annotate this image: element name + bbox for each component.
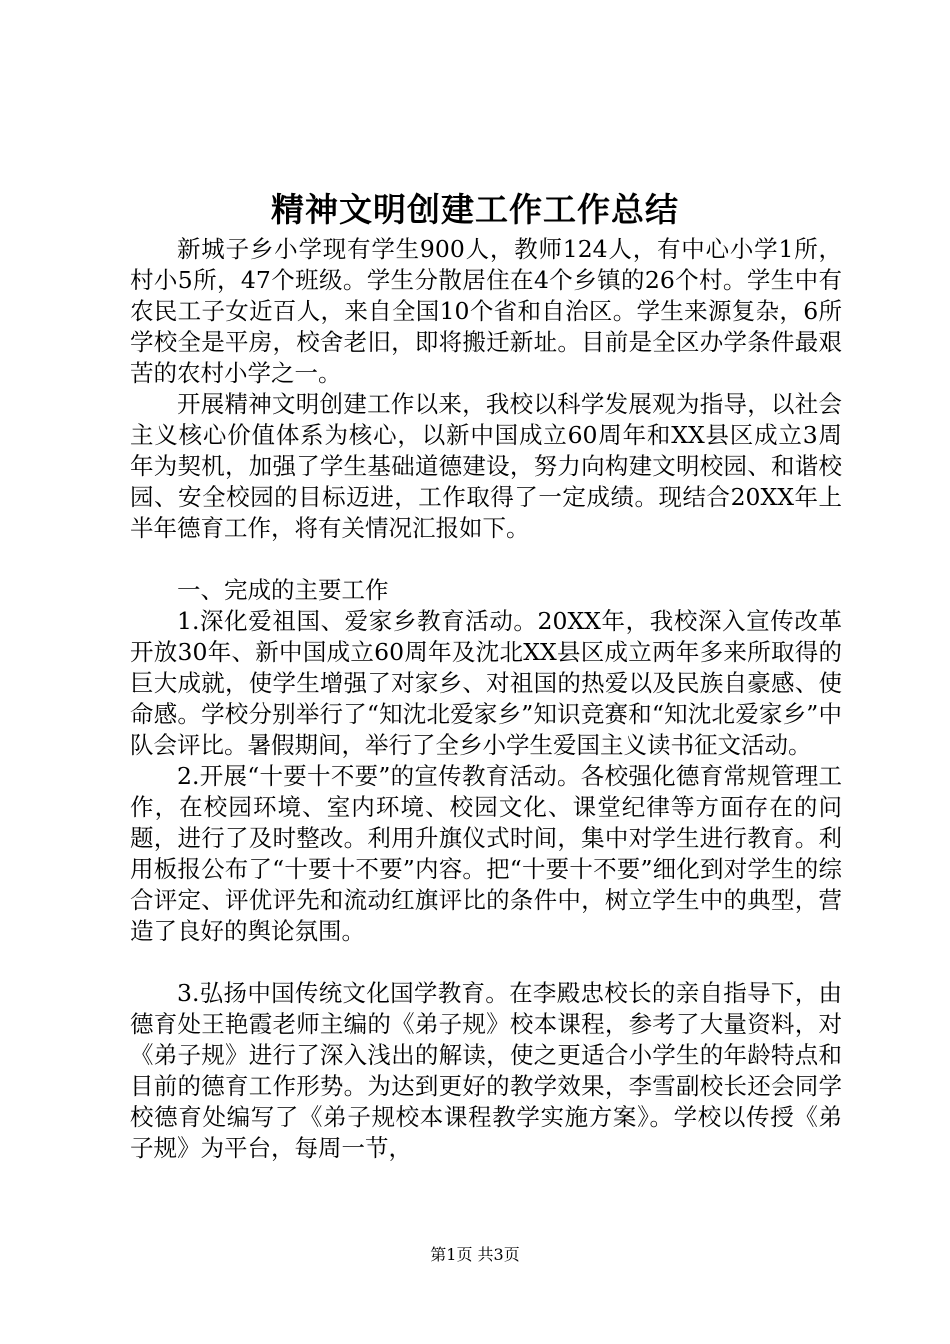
paragraph-item-1: 1.深化爱祖国、爱家乡教育活动。20XX年，我校深入宣传改革开放30年、新中国成立60周年及沈北XX县区成立两年多来所取得的巨大成就，使学生增强了对家乡、对祖国的热爱以及民族自豪感、使命感。学校分别举行了“知沈北爱家乡”知识竞赛和“知沈北爱家乡”中队会评比。暑假期间，举行了全乡小学生爱国主义读书征文活动。 [130, 607, 842, 759]
document-title: 精神文明创建工作工作总结 [271, 190, 679, 229]
paragraph-item-3: 3.弘扬中国传统文化国学教育。在李殿忠校长的亲自指导下，由德育处王艳霞老师主编的《弟子规》校本课程，参考了大量资料，对《弟子规》进行了深入浅出的解读，使之更适合小学生的年龄特点和目前的德育工作形势。为达到更好的教学效果，李雪副校长还会同学校德育处编写了《弟子规校本课程教学实施方案》。学校以传授《弟子规》为平台，每周一节， [130, 979, 842, 1162]
page-footer: 第1页 共3页 [430, 1245, 520, 1264]
paragraph-item-2: 2.开展“十要十不要”的宣传教育活动。各校强化德育常规管理工作，在校园环境、室内环境、校园文化、课堂纪律等方面存在的问题，进行了及时整改。利用升旗仪式时间，集中对学生进行教育。利用板报公布了“十要十不要”内容。把“十要十不要”细化到对学生的综合评定、评优评先和流动红旗评比的条件中，树立学生中的典型，营造了良好的舆论氛围。 [130, 762, 842, 945]
document-body [130, 234, 842, 1164]
paragraph-spacer [130, 544, 842, 575]
section-heading-main-work: 一、完成的主要工作 [177, 576, 389, 604]
paragraph-spacer [130, 947, 842, 978]
paragraph-introduction: 开展精神文明创建工作以来，我校以科学发展观为指导，以社会主义核心价值体系为核心，以新中国成立60周年和XX县区成立3周年为契机，加强了学生基础道德建设，努力向构建文明校园、和谐校园、安全校园的目标迈进，工作取得了一定成绩。现结合20XX年上半年德育工作，将有关情况汇报如下。 [130, 390, 842, 542]
paragraph-school-overview: 新城子乡小学现有学生900人，教师124人，有中心小学1所，村小5所，47个班级。学生分散居住在4个乡镇的26个村。学生中有农民工子女近百人，来自全国10个省和自治区。学生来源复杂，6所学校全是平房，校舍老旧，即将搬迁新址。目前是全区办学条件最艰苦的农村小学之一。 [130, 235, 842, 387]
